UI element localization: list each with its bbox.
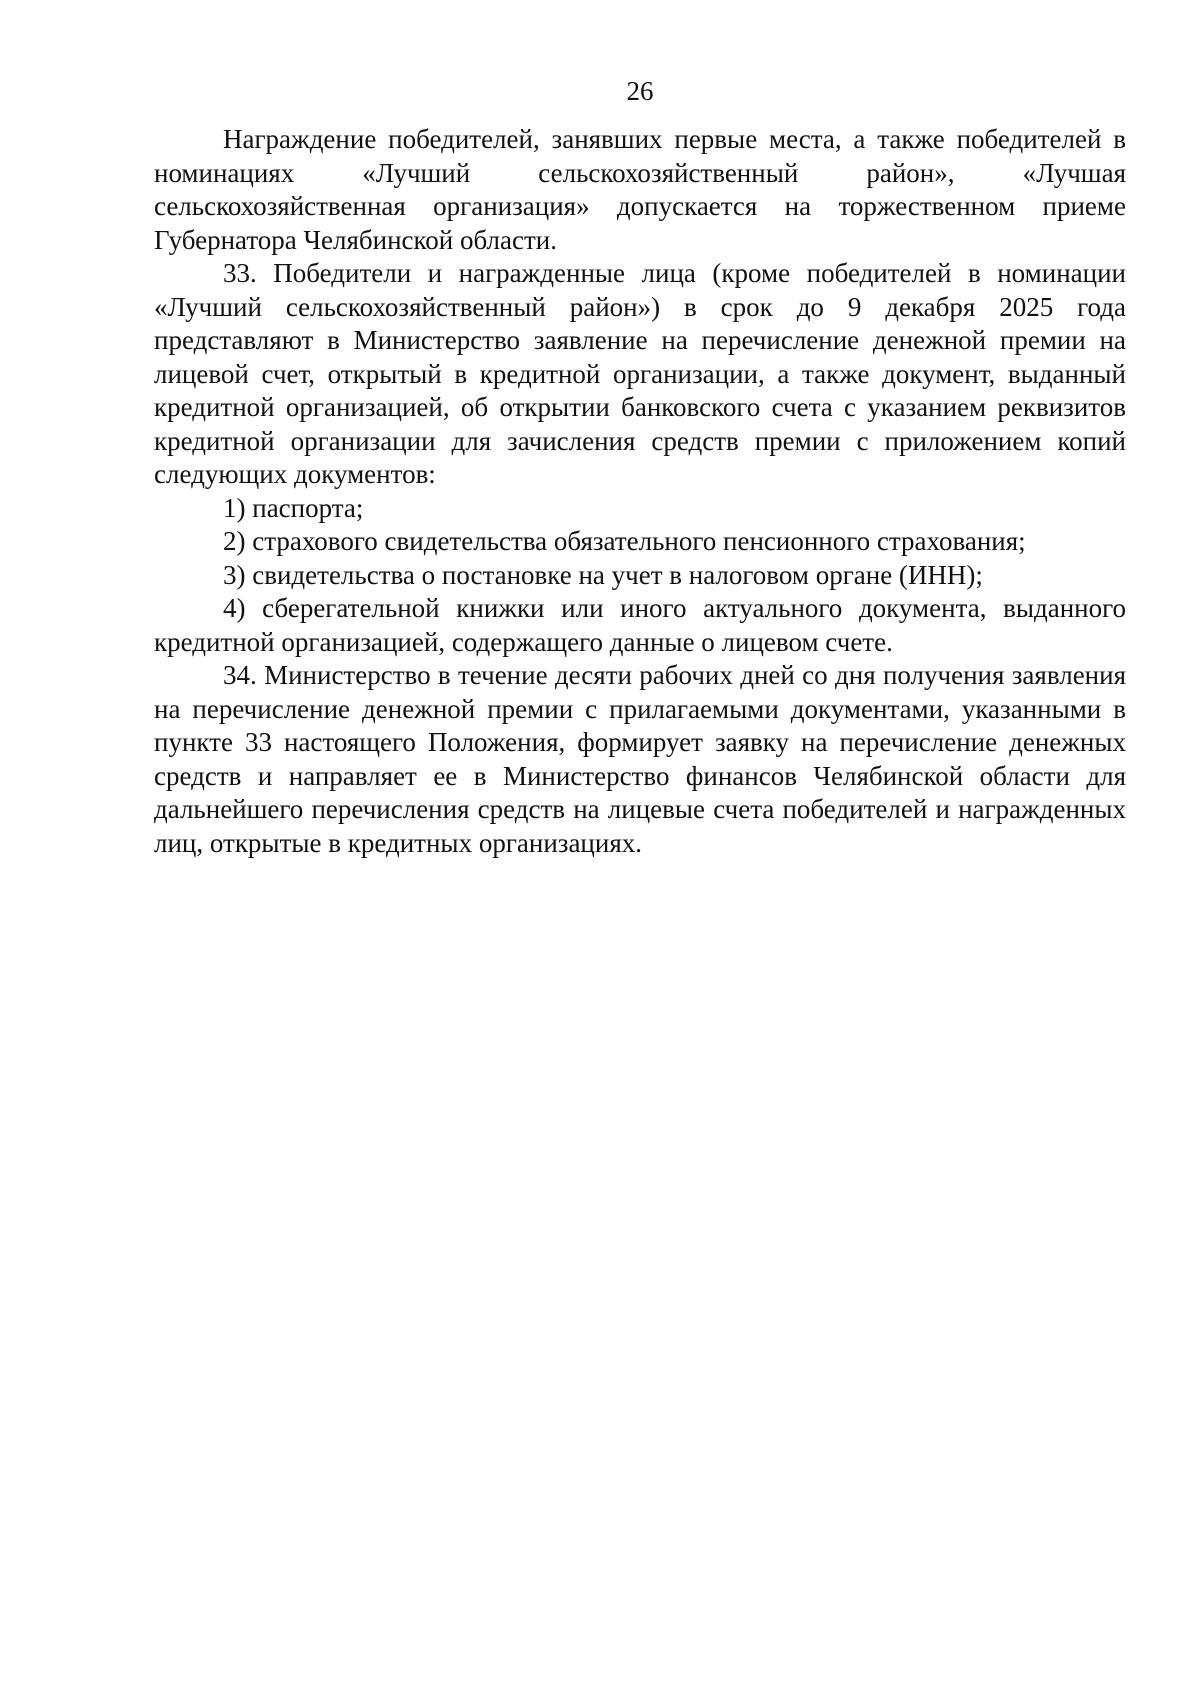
- list-item-passport: 1) паспорта;: [223, 492, 364, 523]
- list-item-pension-certificate: 2) страхового свидетельства обязательного пенсионного страхования;: [223, 526, 1026, 556]
- paragraph-33-application: 33. Победители и награжденные лица (кроме победителей в номинации «Лучший сельскохозяйственный район») в срок до 9 декабря 2025 года представляют в Министерство заявление на перечисление денежной премии на лицевой счет, открытый в кредитной организации, а также документ, выданный кредитной организацией, об открытии банковского счета с указанием реквизитов кредитной организации для зачисления средств премии с приложением копий следующих документов:: [154, 258, 1126, 489]
- paragraph-awarding-ceremony: Награждение победителей, занявших первые места, а также победителей в номинациях «Лучший сельскохозяйственный район», «Лучшая сельскохозяйственная организация» допускается на торжественном приеме Губернатора Челябинской области.: [154, 124, 1126, 255]
- document-body: [154, 123, 1126, 860]
- list-item-savings-book: 4) сберегательной книжки или иного актуального документа, выданного кредитной организацией, содержащего данные о лицевом счете.: [154, 593, 1126, 657]
- paragraph-34-ministry-procedure: 34. Министерство в течение десяти рабочих дней со дня получения заявления на перечисление денежной премии с прилагаемыми документами, указанными в пункте 33 настоящего Положения, формирует заявку на перечисление денежных средств и направляет ее в Министерство финансов Челябинской области для дальнейшего перечисления средств на лицевые счета победителей и награжденных лиц, открытые в кредитных организациях.: [154, 660, 1126, 858]
- page-number: 26: [626, 76, 654, 106]
- list-item-tax-registration: 3) свидетельства о постановке на учет в налоговом органе (ИНН);: [223, 559, 983, 590]
